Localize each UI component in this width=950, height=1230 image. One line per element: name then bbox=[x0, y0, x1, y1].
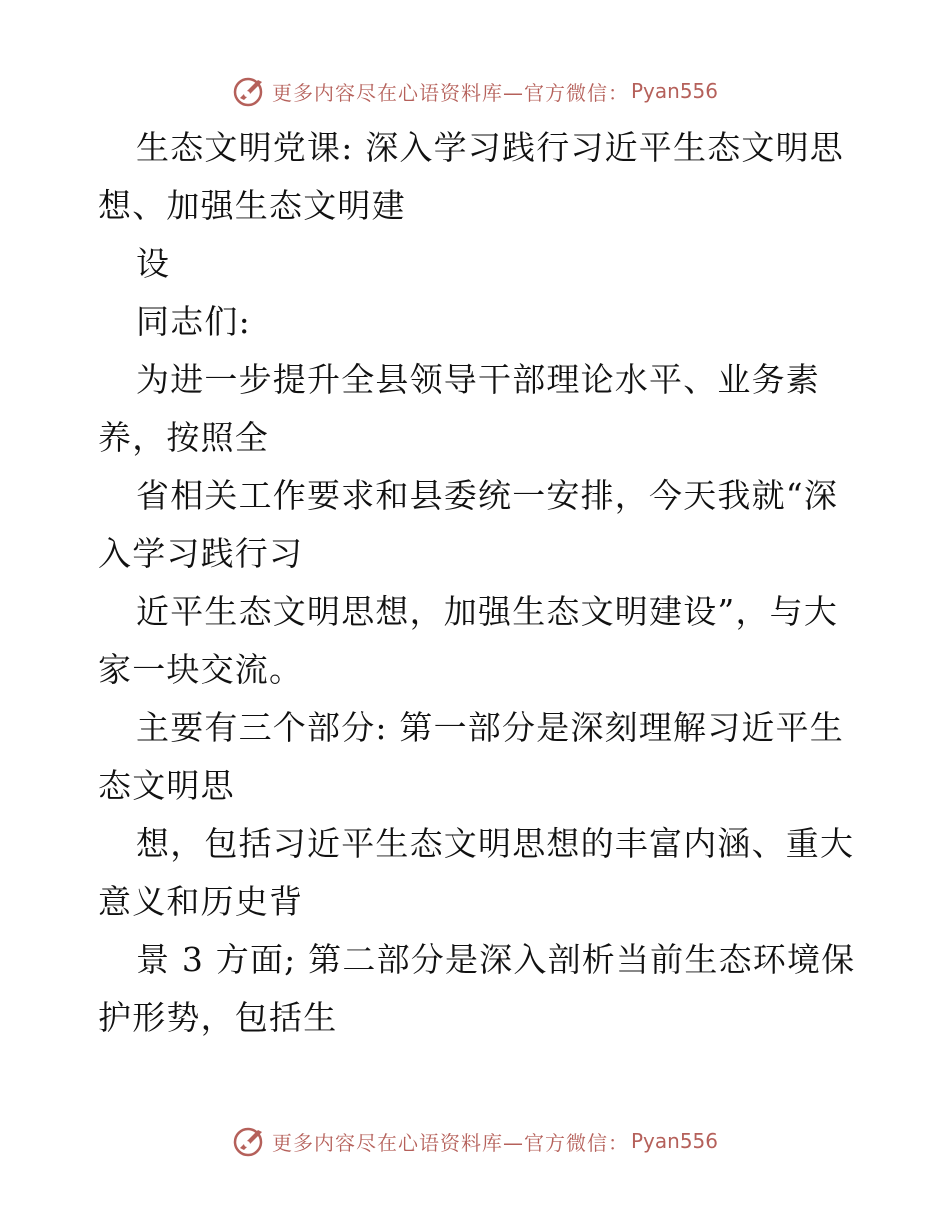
paragraph-line: 养，按照全 bbox=[98, 418, 269, 457]
watermark-text: 更多内容尽在心语资料库—官方微信： bbox=[271, 80, 629, 105]
paragraph-line: 家一块交流。 bbox=[98, 650, 304, 689]
quill-logo-icon bbox=[232, 1124, 268, 1158]
title-line-3: 设 bbox=[136, 244, 171, 283]
salutation: 同志们: bbox=[136, 302, 251, 341]
header-watermark bbox=[0, 74, 950, 108]
paragraph-line: 省相关工作要求和县委统一安排，今天我就“深 bbox=[136, 476, 839, 515]
paragraph-line: 景 3 方面; 第二部分是深入剖析当前生态环境保 bbox=[136, 940, 856, 979]
paragraph-line: 意义和历史背 bbox=[98, 882, 304, 921]
footer-watermark bbox=[0, 1124, 950, 1158]
paragraph-line: 为进一步提升全县领导干部理论水平、业务素 bbox=[136, 360, 820, 399]
title-line-2: 想、加强生态文明建 bbox=[98, 186, 406, 225]
title-line-1: 生态文明党课: 深入学习践行习近平生态文明思 bbox=[136, 128, 845, 167]
quill-logo-icon bbox=[232, 74, 268, 108]
paragraph-line: 护形势，包括生 bbox=[98, 998, 338, 1037]
watermark-id: Pyan556 bbox=[630, 1129, 718, 1153]
paragraph-line: 想，包括习近平生态文明思想的丰富内涵、重大 bbox=[136, 824, 855, 863]
paragraph-line: 态文明思 bbox=[98, 766, 235, 805]
paragraph-line: 主要有三个部分: 第一部分是深刻理解习近平生 bbox=[136, 708, 845, 747]
paragraph-line: 入学习践行习 bbox=[98, 534, 304, 573]
watermark-text: 更多内容尽在心语资料库—官方微信： bbox=[271, 1130, 629, 1155]
paragraph-line: 近平生态文明思想，加强生态文明建设”，与大 bbox=[136, 592, 839, 631]
watermark-id: Pyan556 bbox=[630, 79, 718, 103]
